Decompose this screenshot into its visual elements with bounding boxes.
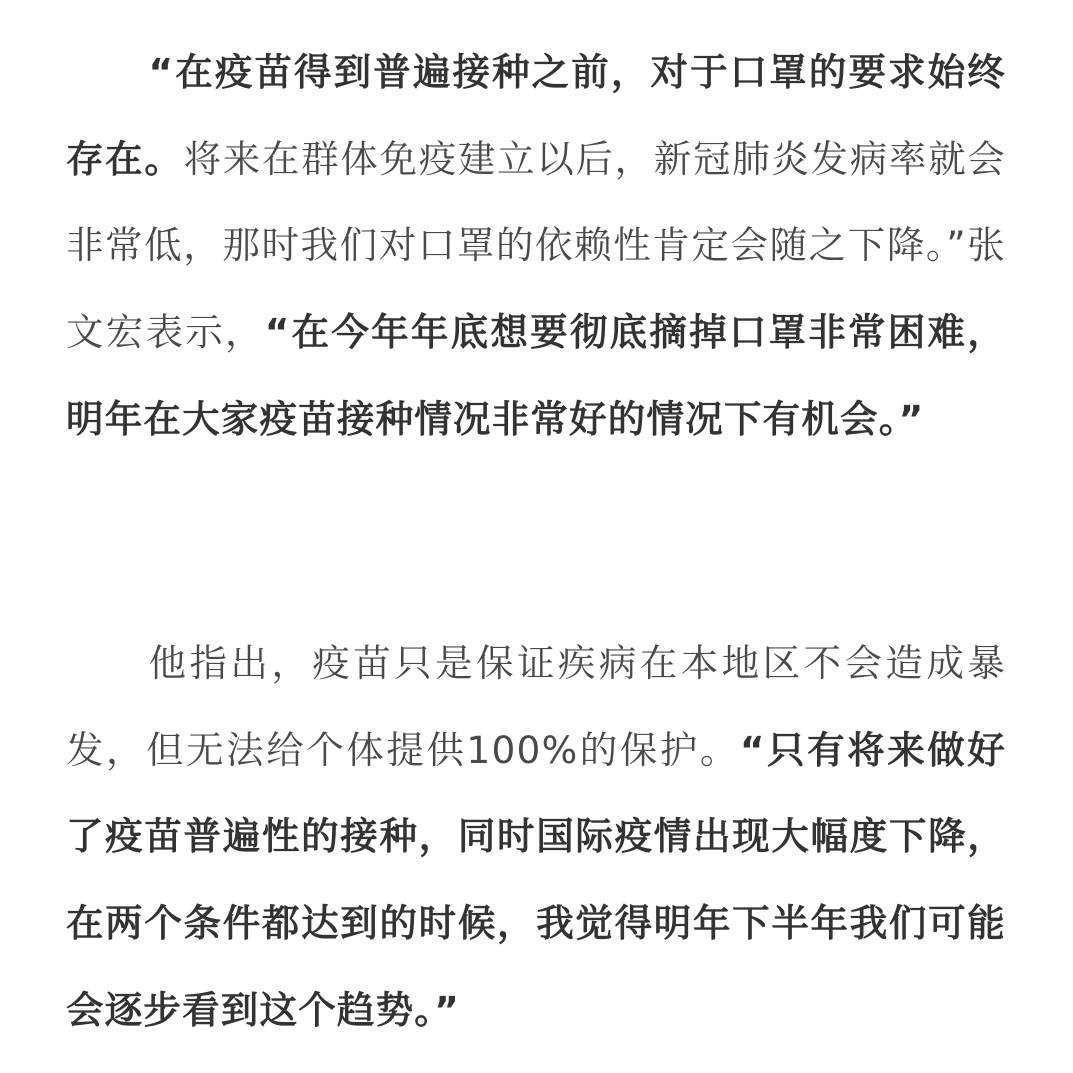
quote-bold-segment: “在疫苗得到普遍接种之前，对于口罩的要求始终存在。 bbox=[66, 50, 1006, 181]
paragraph-2 bbox=[66, 620, 1006, 1054]
paragraph-1 bbox=[66, 29, 1006, 463]
narrative-segment: 他指出，疫苗只是保证疾病在本地区不会造成暴发，但无法给个体提供100%的保护。 bbox=[66, 641, 1006, 772]
quote-bold-segment: “只有将来做好了疫苗普遍性的接种，同时国际疫情出现大幅度下降，在两个条件都达到的时候，我觉得明年下半年我们可能会逐步看到这个趋势。” bbox=[66, 727, 1007, 1032]
quote-bold-segment: “在今年年底想要彻底摘掉口罩非常困难，明年在大家疫苗接种情况非常好的情况下有机会。” bbox=[66, 310, 1006, 441]
narrative-segment: 将来在群体免疫建立以后，新冠肺炎发病率就会非常低，那时我们对口罩的依赖性肯定会随之下降。”张文宏表示， bbox=[66, 136, 1006, 355]
